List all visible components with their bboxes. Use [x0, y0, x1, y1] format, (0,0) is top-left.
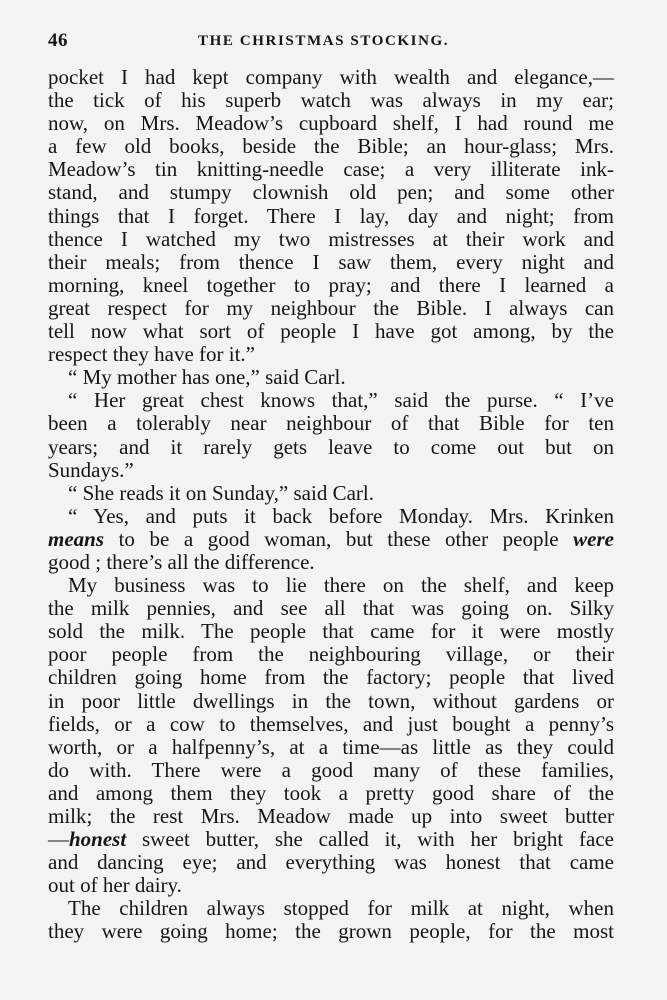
- text-line: —honest sweet butter, she called it, with her bright face: [48, 827, 614, 852]
- text-line: “ My mother has one,” said Carl.: [68, 365, 346, 390]
- text-line: means to be a good woman, but these other people were: [48, 526, 614, 551]
- text-line: years; and it rarely gets leave to come out but on: [48, 434, 614, 459]
- text-line: they were going home; the grown people, for the most: [48, 919, 614, 944]
- text-line: the tick of his superb watch was always in my ear;: [48, 88, 614, 113]
- text-line: “ Her great chest knows that,” said the purse. “ I’ve: [68, 388, 614, 413]
- text-line: in poor little dwellings in the town, without gardens or: [48, 688, 614, 713]
- text-line: good ; there’s all the difference.: [48, 549, 315, 574]
- text-line: poor people from the neighbouring village, or their: [48, 642, 614, 667]
- text-line: fields, or a cow to themselves, and just bought a penny’s: [48, 711, 614, 736]
- text-line: respect they have for it.”: [48, 342, 255, 367]
- text-line: do with. There were a good many of these families,: [48, 757, 614, 782]
- body-text: [48, 66, 614, 944]
- text-line: out of her dairy.: [48, 873, 182, 898]
- text-line: My business was to lie there on the shelf, and keep: [68, 573, 614, 598]
- text-line: worth, or a halfpenny’s, at a time—as little as they could: [48, 734, 614, 759]
- running-title: THE CHRISTMAS STOCKING.: [198, 33, 450, 49]
- text-line: pocket I had kept company with wealth and elegance,—: [48, 65, 614, 89]
- text-line: been a tolerably near neighbour of that Bible for ten: [48, 411, 614, 436]
- text-line: their meals; from thence I saw them, every night and: [48, 249, 614, 274]
- text-line: “ She reads it on Sunday,” said Carl.: [68, 480, 374, 505]
- text-line: Sundays.”: [48, 457, 134, 482]
- text-line: thence I watched my two mistresses at their work and: [48, 226, 614, 251]
- text-line: and dancing eye; and everything was honest that came: [48, 850, 614, 875]
- text-line: stand, and stumpy clownish old pen; and some other: [48, 180, 614, 205]
- page-number: 46: [48, 30, 68, 51]
- text-line: sold the milk. The people that came for it were mostly: [48, 619, 614, 644]
- text-line: the milk pennies, and see all that was going on. Silky: [48, 596, 614, 621]
- text-line: a few old books, beside the Bible; an hour-glass; Mrs.: [48, 134, 614, 159]
- text-line: and among them they took a pretty good share of the: [48, 780, 614, 805]
- running-head: [48, 30, 614, 54]
- text-line: The children always stopped for milk at night, when: [68, 896, 614, 921]
- text-line: “ Yes, and puts it back before Monday. Mrs. Krinken: [68, 503, 614, 528]
- text-line: things that I forget. There I lay, day and night; from: [48, 203, 614, 228]
- text-line: Meadow’s tin knitting-needle case; a very illiterate ink-: [48, 157, 614, 182]
- text-line: great respect for my neighbour the Bible. I always can: [48, 295, 614, 320]
- text-line: milk; the rest Mrs. Meadow made up into sweet butter: [48, 804, 614, 828]
- text-line: tell now what sort of people I have got among, by the: [48, 319, 614, 344]
- text-line: morning, kneel together to pray; and there I learned a: [48, 272, 614, 297]
- text-line: now, on Mrs. Meadow’s cupboard shelf, I had round me: [48, 111, 614, 136]
- text-line: children going home from the factory; people that lived: [48, 665, 614, 690]
